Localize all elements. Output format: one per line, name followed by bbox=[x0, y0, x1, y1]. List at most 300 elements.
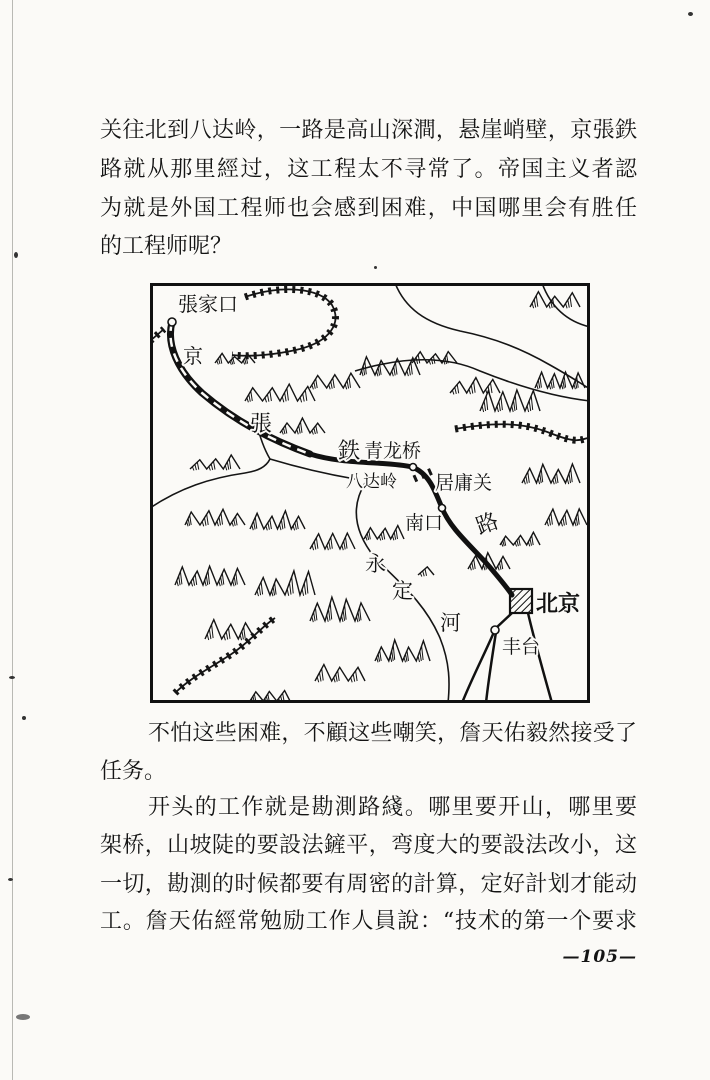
mountain-hachure bbox=[306, 577, 308, 593]
mountain-hachure bbox=[234, 577, 236, 586]
mountain-hachure bbox=[295, 523, 297, 530]
mountain-hachure bbox=[282, 431, 284, 435]
mountain-hachure bbox=[575, 381, 577, 389]
mountain-hachure bbox=[515, 543, 517, 547]
mountain-hachure bbox=[528, 472, 530, 483]
mountain-hachure bbox=[474, 382, 476, 393]
mountain-hachure bbox=[472, 562, 474, 569]
map-label-qinglongqiao: 青龙桥 bbox=[364, 440, 422, 462]
mountain-hachure bbox=[180, 571, 182, 584]
mountain-hachure bbox=[331, 381, 333, 388]
mountain-range bbox=[310, 597, 370, 622]
mountain-hachure bbox=[547, 521, 549, 526]
mountain-hachure bbox=[517, 540, 519, 546]
scan-speck bbox=[14, 252, 18, 258]
mountain-hachure bbox=[333, 378, 335, 388]
mountain-hachure bbox=[320, 673, 322, 682]
mountain-hachure bbox=[470, 566, 472, 571]
mountain-hachure bbox=[217, 361, 219, 365]
railway-branch bbox=[528, 613, 552, 703]
mountain-hachure bbox=[351, 678, 353, 683]
mountain-hachure bbox=[273, 587, 275, 595]
mountain-hachure bbox=[553, 480, 555, 485]
scan-speck bbox=[9, 676, 15, 679]
mountain-hachure bbox=[227, 462, 229, 470]
page-binding-edge bbox=[12, 0, 13, 1080]
mountain-hachure bbox=[211, 464, 213, 470]
mountain-hachure bbox=[314, 428, 316, 434]
mountain-hachure bbox=[418, 355, 420, 364]
mountain-hachure bbox=[366, 536, 368, 540]
mountain-hachure bbox=[566, 304, 568, 309]
map-canvas bbox=[150, 283, 590, 703]
mountain-hachure bbox=[482, 406, 484, 412]
mountain-range bbox=[522, 464, 580, 484]
mountain-hachure bbox=[257, 591, 259, 597]
mountain-hachure bbox=[336, 674, 338, 681]
mountain-hachure bbox=[334, 678, 336, 683]
mountain-hachure bbox=[261, 582, 263, 595]
mountain-range bbox=[375, 640, 430, 662]
mountain-hachure bbox=[255, 517, 256, 528]
text-line: 路就从那里經过，这工程太不寻常了。帝国主义者認 bbox=[100, 157, 637, 182]
mountain-hachure bbox=[236, 573, 238, 585]
mountain-hachure bbox=[536, 296, 538, 307]
great-wall-crenellation bbox=[232, 289, 335, 355]
station-marker-fengtai bbox=[491, 626, 499, 634]
mountain-hachure bbox=[349, 377, 351, 388]
map-label-he: 河 bbox=[440, 611, 461, 635]
mountain-hachure bbox=[578, 513, 580, 525]
mountain-hachure bbox=[527, 406, 529, 412]
station-marker-nankou bbox=[439, 505, 446, 512]
mountain-hachure bbox=[553, 377, 555, 388]
mountain-hachure bbox=[411, 362, 413, 374]
mountain-hachure bbox=[303, 394, 305, 402]
mountain-hachure bbox=[360, 607, 362, 620]
mountain-hachure bbox=[266, 526, 268, 531]
mountain-hachure bbox=[299, 426, 301, 434]
mountain-hachure bbox=[224, 635, 226, 640]
mountain-hachure bbox=[393, 645, 395, 660]
mountain-range bbox=[175, 566, 245, 586]
mountain-range bbox=[280, 418, 325, 434]
mountain-hachure bbox=[561, 521, 563, 526]
river bbox=[395, 283, 590, 389]
map-label-fengtai: 丰台 bbox=[502, 636, 541, 658]
mountain-hachure bbox=[484, 401, 486, 411]
mountain-hachure bbox=[568, 300, 570, 308]
mountain-hachure bbox=[392, 650, 394, 661]
mountain-hachure bbox=[322, 669, 324, 681]
mountain-hachure bbox=[206, 576, 208, 586]
mountain-hachure bbox=[314, 612, 316, 621]
river bbox=[355, 360, 590, 401]
mountain-hachure bbox=[195, 464, 197, 470]
mountain-hachure bbox=[267, 394, 269, 401]
mountain-range bbox=[315, 665, 365, 683]
mountain-range bbox=[310, 373, 360, 389]
scan-speck bbox=[8, 878, 13, 881]
mountain-hachure bbox=[576, 517, 578, 526]
mountain-hachure bbox=[329, 609, 331, 621]
mountain-hachure bbox=[549, 517, 551, 525]
mountain-hachure bbox=[209, 629, 211, 639]
mountain-hachure bbox=[316, 426, 318, 434]
map-label-nankou: 南口 bbox=[405, 512, 444, 534]
text-line: 的工程师呢？ bbox=[100, 234, 233, 259]
text-line: 一切，勘測的时候都要有周密的計算，定好計划才能动 bbox=[100, 872, 637, 897]
mountain-hachure bbox=[561, 384, 563, 389]
mountain-hachure bbox=[205, 518, 207, 526]
mountain-hachure bbox=[207, 514, 209, 525]
mountain-ridge bbox=[245, 384, 315, 401]
mountain-ridge bbox=[480, 390, 540, 411]
mountain-hachure bbox=[392, 371, 394, 376]
mountain-hachure bbox=[220, 356, 222, 364]
mountain-range bbox=[500, 532, 540, 546]
mountain-hachure bbox=[283, 515, 285, 528]
mountain-hachure bbox=[343, 610, 345, 621]
mountain-range bbox=[255, 571, 315, 596]
mountain-hachure bbox=[234, 519, 236, 526]
mountain-hachure bbox=[297, 429, 299, 434]
mountain-hachure bbox=[285, 426, 287, 434]
text-line: 开头的工作就是勘測路綫。哪里要开山，哪里要 bbox=[148, 795, 637, 820]
mountain-hachure bbox=[500, 563, 502, 570]
scan-speck bbox=[374, 266, 377, 269]
mountain-hachure bbox=[457, 384, 459, 393]
mountain-hachure bbox=[344, 541, 346, 549]
mountain-range bbox=[250, 511, 305, 531]
beijing-city-marker bbox=[510, 589, 532, 613]
mountain-hachure bbox=[300, 397, 302, 402]
mountain-hachure bbox=[567, 478, 569, 484]
map-label-badaling: 八达岭 bbox=[346, 472, 397, 492]
mountain-hachure bbox=[270, 519, 272, 529]
mountain-hachure bbox=[549, 384, 551, 389]
mountain-hachure bbox=[202, 521, 204, 526]
mountain-hachure bbox=[532, 536, 534, 546]
mountain-hachure bbox=[312, 431, 314, 435]
mountain-hachure bbox=[362, 370, 364, 376]
mountain-ridge bbox=[255, 571, 315, 595]
text-line: 为就是外国工程师也会感到困难，中国哪里会有胜任 bbox=[100, 196, 637, 221]
mountain-hachure bbox=[188, 519, 190, 526]
mountain-hachure bbox=[540, 474, 542, 483]
text-line: 关往北到八达岭，一路是高山深澗，悬崖峭壁，京張鉄 bbox=[100, 118, 637, 143]
mountain-hachure bbox=[301, 422, 303, 433]
text-line: 不怕这些困难，不顧这些嘲笑，詹天佑毅然接受了 bbox=[148, 721, 637, 746]
mountain-hachure bbox=[205, 580, 207, 586]
mountain-hachure bbox=[519, 538, 521, 546]
mountain-hachure bbox=[423, 571, 425, 576]
mountain-hachure bbox=[378, 368, 380, 376]
mountain-hachure bbox=[240, 635, 242, 640]
mountain-hachure bbox=[383, 531, 385, 539]
map-label-beijing: 北京 bbox=[536, 592, 581, 617]
mountain-hachure bbox=[247, 398, 249, 403]
mountain-hachure bbox=[259, 586, 261, 595]
mountain-hachure bbox=[285, 393, 287, 402]
mountain-hachure bbox=[345, 384, 347, 389]
mountain-hachure bbox=[316, 379, 318, 389]
mountain-hachure bbox=[346, 537, 348, 549]
mountain-hachure bbox=[304, 583, 306, 594]
mountain-hachure bbox=[254, 521, 256, 529]
mountain-hachure bbox=[530, 539, 532, 546]
mountain-hachure bbox=[338, 671, 340, 681]
mountain-hachure bbox=[394, 532, 396, 539]
mountain-range bbox=[245, 384, 315, 402]
mountain-hachure bbox=[409, 366, 411, 375]
mountain-range bbox=[535, 372, 585, 389]
mountain-hachure bbox=[187, 522, 189, 527]
mountain-range bbox=[185, 509, 245, 526]
mountain-range bbox=[480, 390, 540, 412]
mountain-hachure bbox=[242, 631, 244, 639]
mountain-hachure bbox=[501, 560, 503, 570]
mountain-hachure bbox=[498, 566, 500, 571]
mountain-ridge bbox=[175, 566, 245, 585]
mountain-hachure bbox=[390, 656, 392, 662]
mountain-hachure bbox=[429, 361, 431, 365]
mountain-hachure bbox=[270, 391, 272, 401]
mountain-hachure bbox=[526, 476, 528, 484]
map-label-tie: 鉄 bbox=[338, 439, 361, 464]
river bbox=[150, 459, 270, 508]
great-wall bbox=[455, 424, 590, 440]
mountain-hachure bbox=[329, 541, 331, 549]
text-line: 架桥，山坡陡的要設法鏟平，弯度大的要設法改小，这 bbox=[100, 833, 637, 858]
mountain-hachure bbox=[537, 384, 539, 389]
mountain-hachure bbox=[330, 603, 332, 619]
mountain-hachure bbox=[236, 516, 238, 525]
mountain-hachure bbox=[407, 371, 409, 376]
map-label-jing: 京 bbox=[183, 344, 203, 368]
mountain-hachure bbox=[207, 634, 209, 640]
mountain-hachure bbox=[380, 651, 382, 661]
mountain-hachure bbox=[232, 522, 234, 526]
mountain-hachure bbox=[193, 578, 195, 586]
mountain-hachure bbox=[452, 390, 454, 394]
map-label-lu: 路 bbox=[472, 508, 503, 540]
mountain-hachure bbox=[570, 296, 572, 307]
mountain-hachure bbox=[245, 359, 247, 365]
mountain-hachure bbox=[565, 514, 567, 525]
mountain-hachure bbox=[379, 536, 381, 540]
mountain-hachure bbox=[297, 520, 299, 530]
mountain-hachure bbox=[455, 387, 457, 394]
mountain-range bbox=[418, 567, 434, 577]
mountain-hachure bbox=[327, 615, 329, 622]
mountain-hachure bbox=[251, 391, 253, 401]
mountain-hachure bbox=[574, 384, 576, 389]
mountain-hachure bbox=[420, 651, 422, 661]
mountain-hachure bbox=[243, 361, 245, 365]
mountain-hachure bbox=[404, 658, 406, 663]
mountain-hachure bbox=[219, 581, 221, 586]
mountain-hachure bbox=[195, 575, 197, 585]
mountain-hachure bbox=[392, 536, 394, 541]
mountain-hachure bbox=[353, 674, 355, 681]
mountain-hachure bbox=[377, 371, 379, 376]
mountain-hachure bbox=[358, 612, 360, 621]
mountain-hachure bbox=[282, 397, 284, 402]
mountain-hachure bbox=[396, 363, 398, 375]
mountain-hachure bbox=[406, 654, 408, 662]
mountain-hachure bbox=[219, 358, 221, 364]
mountain-hachure bbox=[491, 383, 493, 393]
railway-line-double bbox=[170, 322, 310, 454]
mountain-range bbox=[190, 455, 240, 471]
mountain-hachure bbox=[312, 617, 314, 623]
railway-line-inner bbox=[170, 322, 310, 454]
mountain-hachure bbox=[418, 656, 420, 662]
mountain-hachure bbox=[551, 513, 553, 525]
mountain-hachure bbox=[214, 461, 216, 469]
mountain-hachure bbox=[329, 385, 331, 390]
mountain-hachure bbox=[222, 573, 224, 584]
railway-branch bbox=[462, 632, 494, 703]
mountain-hachure bbox=[357, 617, 359, 623]
mountain-hachure bbox=[316, 538, 318, 549]
mountain-hachure bbox=[192, 467, 194, 471]
mountain-hachure bbox=[369, 531, 371, 540]
mountain-hachure bbox=[287, 589, 289, 596]
mountain-range bbox=[545, 509, 587, 526]
map-label-yong: 永 bbox=[365, 552, 386, 576]
map-label-juyongguan: 居庸关 bbox=[435, 472, 493, 494]
mountain-hachure bbox=[345, 605, 347, 620]
mountain-ridge bbox=[310, 373, 360, 388]
station-marker-qinglongqiao bbox=[410, 464, 417, 471]
mountain-hachure bbox=[557, 473, 559, 483]
mountain-hachure bbox=[249, 394, 251, 401]
mountain-hachure bbox=[541, 469, 543, 482]
mountain-hachure bbox=[575, 521, 577, 526]
mountain-hachure bbox=[407, 651, 409, 661]
mountain-hachure bbox=[226, 632, 228, 640]
mountain-hachure bbox=[212, 624, 214, 638]
mountain-hachure bbox=[265, 398, 267, 403]
mountain-hachure bbox=[514, 401, 516, 411]
mountain-hachure bbox=[538, 478, 540, 484]
mountain-hachure bbox=[293, 526, 295, 531]
mountain-range bbox=[364, 526, 404, 541]
mountain-hachure bbox=[515, 395, 517, 410]
map-label-ding: 定 bbox=[392, 579, 413, 603]
great-wall-crenellation bbox=[175, 618, 275, 693]
mountain-hachure bbox=[394, 367, 396, 376]
mountain-hachure bbox=[197, 462, 199, 470]
mountain-hachure bbox=[312, 385, 314, 390]
mountain-hachure bbox=[381, 534, 383, 540]
mountain-hachure bbox=[497, 406, 499, 412]
mountain-hachure bbox=[179, 576, 181, 585]
mountain-hachure bbox=[425, 569, 427, 576]
mountain-hachure bbox=[191, 582, 193, 587]
mountain-hachure bbox=[342, 616, 344, 622]
mountain-hachure bbox=[363, 366, 365, 375]
mountain-hachure bbox=[275, 583, 277, 595]
mountain-hachure bbox=[331, 537, 333, 548]
mountain-hachure bbox=[377, 658, 379, 663]
scan-speck bbox=[22, 716, 26, 720]
mountain-hachure bbox=[529, 401, 531, 411]
mountain-hachure bbox=[225, 466, 227, 471]
mountain-hachure bbox=[221, 577, 223, 585]
mountain-hachure bbox=[524, 479, 526, 484]
mountain-hachure bbox=[231, 360, 233, 365]
mountain-hachure bbox=[504, 538, 506, 545]
mountain-hachure bbox=[219, 517, 221, 525]
mountain-hachure bbox=[229, 628, 231, 639]
mountain-hachure bbox=[414, 360, 416, 364]
mountain-range bbox=[205, 620, 255, 641]
mountain-hachure bbox=[177, 581, 179, 587]
mountain-hachure bbox=[501, 543, 503, 547]
mountain-hachure bbox=[221, 513, 223, 524]
mountain-hachure bbox=[302, 589, 304, 596]
mountain-hachure bbox=[549, 304, 551, 308]
map-label-zhang: 張 bbox=[250, 412, 273, 437]
mountain-hachure bbox=[314, 541, 316, 549]
railway-branch bbox=[496, 613, 512, 628]
mountain-hachure bbox=[252, 525, 254, 530]
railway-branch bbox=[486, 632, 496, 703]
mountain-hachure bbox=[551, 381, 553, 389]
mountain-hachure bbox=[563, 380, 565, 388]
mountain-hachure bbox=[229, 459, 231, 469]
mountain-hachure bbox=[314, 382, 316, 389]
mountain-hachure bbox=[292, 577, 294, 594]
mountain-hachure bbox=[555, 476, 557, 483]
mountain-hachure bbox=[512, 406, 514, 412]
mountain-hachure bbox=[217, 521, 219, 526]
mountain-hachure bbox=[280, 525, 282, 531]
mountain-hachure bbox=[244, 627, 246, 639]
mountain-hachure bbox=[396, 529, 398, 539]
mountain-hachure bbox=[230, 361, 232, 364]
mountain-hachure bbox=[528, 542, 530, 547]
mountain-hachure bbox=[290, 583, 292, 595]
mountain-hachure bbox=[563, 518, 565, 526]
mountain-hachure bbox=[287, 388, 289, 400]
mountain-range bbox=[450, 378, 500, 395]
mountain-hachure bbox=[420, 573, 422, 577]
mountain-hachure bbox=[312, 545, 314, 550]
scan-speck bbox=[16, 1014, 30, 1020]
mountain-hachure bbox=[378, 654, 380, 662]
mountain-range bbox=[310, 533, 355, 550]
mountain-hachure bbox=[422, 646, 424, 660]
mountain-hachure bbox=[469, 389, 471, 394]
mountain-hachure bbox=[327, 545, 329, 550]
mountain-hachure bbox=[272, 591, 274, 596]
mountain-hachure bbox=[209, 467, 211, 471]
mountain-hachure bbox=[347, 381, 349, 389]
mountain-hachure bbox=[538, 380, 540, 388]
mountain-hachure bbox=[317, 677, 319, 682]
mountain-hachure bbox=[190, 515, 192, 525]
mountain-hachure bbox=[531, 396, 533, 410]
mountain-hachure bbox=[281, 520, 283, 529]
scan-speck bbox=[688, 12, 693, 16]
mountain-hachure bbox=[315, 608, 317, 621]
text-line: 任务。 bbox=[100, 759, 167, 784]
station-marker-zhangjiakou bbox=[168, 318, 176, 326]
